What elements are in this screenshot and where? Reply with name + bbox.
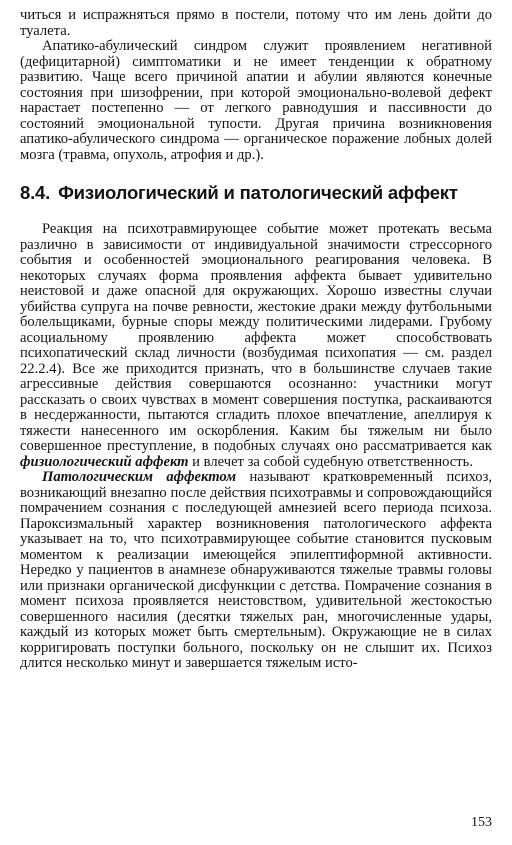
paragraph-apathy-abulia: Апатико-абулический синдром служит проявлением негативной (дефицитарной) симптоматики и не имеет тенденции к обратному развитию. Чаще всего причиной апатии и абулии являются конечные состояния при шизофрении, при которой эмоционально-волевой дефект нарастает постепенно — от легкого равнодушия и пассивности до состояний эмоциональной тупости. Другая причина возникновения апатико-абулического синдрома — органическое поражение лобных долей мозга (травма, опухоль, атрофия и др.). <box>20 38 492 163</box>
section-title: Физиологический и патологический аффект <box>58 182 458 203</box>
paragraph-text: Реакция на психотравмирующее событие может протекать весьма различно в зависимости от индивидуальной значимости стрессорного события и особенностей эмоционального реагирования человека. В некоторых случаях форма проявления аффекта бывает удивительно неистовой и даже опасной для окружающих. Хорошо известны случаи убийства супруга на почве ревности, жестокие драки между футбольными болельщиками, бурные споры между политическими лидерами. Грубому асоциальному проявлению аффекта может способствовать психопатический склад личности (возбудимая психопатия — см. раздел 22.2.4). Все же приходится признать, что в большинстве случаев такие агрессивные действия совершаются осознанно: участники могут рассказать о своих чувствах в момент совершения поступка, раскаиваются в несдержанности, пытаются сгладить плохое впечатление, апеллируя к тяжести нанесенного им оскорбления. Каким бы тяжелым ни было совершенное преступление, в подобных случаях оно рассматривается как <box>20 221 492 454</box>
section-number: 8.4. <box>20 182 51 203</box>
term-pathological-affect: Патологическим аффектом <box>42 469 237 485</box>
page-content <box>20 8 492 672</box>
paragraph-text: называют кратковременный психоз, возникающий внезапно после действия психотравмы и сопровождающийся помрачением сознания с последующей амнезией всего периода психоза. Пароксизмальный характер возникновения патологического аффекта указывает на то, что психотравмирующее событие становится пусковым моментом к реализации имеющейся эпилептиформной активности. Нередко у пациентов в анамнезе обнаруживаются тяжелые травмы головы или признаки органической дисфункции с детства. Помрачение сознания в момент психоза проявляется неистовством, удивительной жестокостью совершенного насилия (десятки тяжелых ран, многочисленные удары, каждый из которых может быть смертельным). Окружающие не в силах корригировать поступки больного, поскольку он не слышит их. Психоз длится несколько минут и завершается тяжелым исто- <box>20 469 492 671</box>
paragraph-text: и влечет за собой судебную ответственность. <box>188 453 473 470</box>
section-heading <box>20 182 492 204</box>
paragraph-physiological-affect <box>20 222 492 470</box>
term-physiological-affect: физиологический аффект <box>20 453 189 470</box>
paragraph-continuation: читься и испражняться прямо в постели, потому что им лень дойти до туалета. <box>20 7 492 39</box>
page-number: 153 <box>471 815 492 830</box>
paragraph-pathological-affect <box>20 470 492 672</box>
